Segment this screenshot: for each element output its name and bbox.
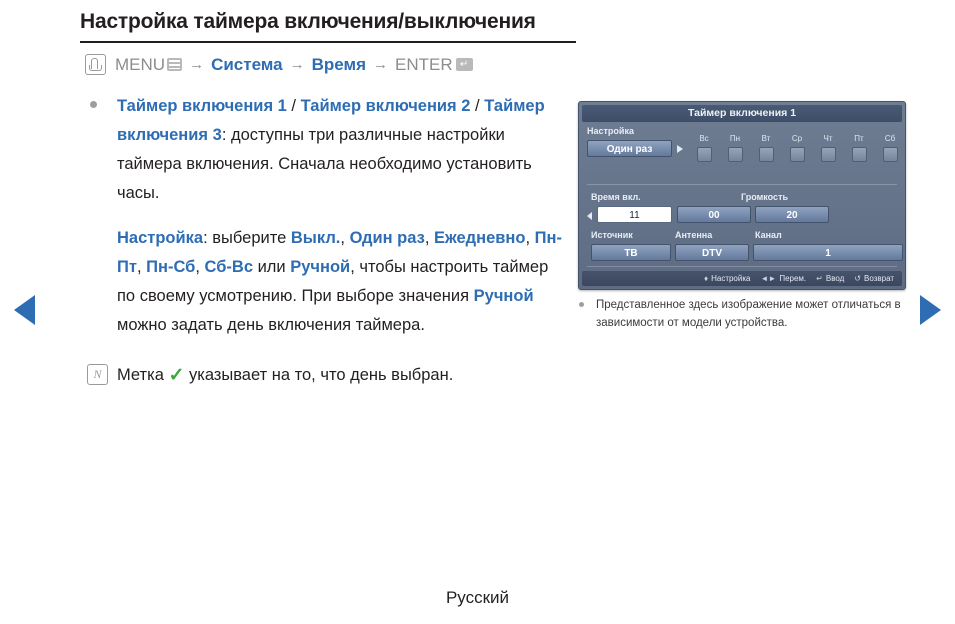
note-icon: N [87, 364, 108, 385]
body-content [85, 92, 565, 388]
day-checkbox[interactable] [883, 147, 898, 162]
option-once: Один раз [349, 229, 425, 247]
setup-text-1: : выберите [203, 229, 291, 247]
breadcrumb-arrow-3: → [373, 56, 388, 73]
day-checkbox[interactable] [728, 147, 743, 162]
check-icon: ✓ [168, 365, 185, 386]
day-checkbox[interactable] [697, 147, 712, 162]
day-checkbox[interactable] [759, 147, 774, 162]
breadcrumb [85, 54, 473, 75]
osd-title: Таймер включения 1 [582, 105, 902, 122]
osd-antenna-value[interactable]: DTV [675, 244, 749, 261]
breadcrumb-item-system[interactable]: Система [211, 54, 283, 74]
osd-panel [578, 101, 906, 290]
option-daily: Ежедневно [434, 229, 526, 247]
option-off: Выкл. [290, 229, 341, 247]
setup-text-2: , [340, 229, 350, 247]
diamond-icon: ♦ [704, 274, 709, 283]
day-item[interactable] [880, 134, 900, 162]
osd-antenna-label: Антенна [675, 230, 713, 240]
timer-description: : доступны три различные настройки таймера включения. Сначала необходимо установить часы. [117, 126, 532, 202]
setup-text-5: , [136, 258, 147, 276]
osd-hint-return [854, 274, 894, 283]
osd-hint-setup [704, 274, 750, 283]
day-item[interactable] [725, 134, 745, 162]
breadcrumb-enter-label: ENTER [395, 54, 453, 74]
setup-text-4: , [525, 229, 535, 247]
osd-caption-text: Представленное здесь изображение может отличаться в зависимости от модели устройства. [596, 299, 901, 329]
timer-1-label: Таймер включения 1 [117, 97, 287, 115]
menu-icon [167, 58, 182, 71]
osd-hint-move [760, 274, 806, 283]
chevron-right-icon [677, 145, 683, 153]
breadcrumb-menu-label: MENU [115, 54, 166, 74]
note-row [85, 362, 565, 388]
return-icon: ↺ [854, 274, 861, 283]
osd-hint-label: Возврат [864, 274, 894, 283]
option-mon-sat: Пн-Сб [146, 258, 196, 276]
breadcrumb-item-time[interactable]: Время [311, 54, 366, 74]
day-item[interactable] [818, 134, 838, 162]
setup-text-9: можно задать день включения таймера. [117, 316, 425, 334]
note-text-b: указывает на то, что день выбран. [188, 366, 454, 384]
osd-time-minutes[interactable]: 00 [677, 206, 751, 223]
sep-1: / [286, 97, 301, 115]
osd-hint-label: Перем. [779, 274, 807, 283]
timer-2-label: Таймер включения 2 [300, 97, 471, 115]
day-label: Чт [823, 134, 833, 143]
osd-caption [578, 296, 908, 332]
sep-2: / [470, 97, 485, 115]
day-label: Ср [791, 134, 803, 143]
spin-left-icon[interactable] [587, 212, 592, 220]
osd-footer-hints [582, 271, 902, 286]
breadcrumb-arrow-2: → [289, 56, 305, 73]
osd-hint-label: Ввод [825, 274, 845, 283]
prev-page-button[interactable] [14, 295, 35, 325]
hand-pointer-icon [85, 54, 106, 75]
setup-text-8: , чтобы настроить таймер по своему усмотрению. При выборе значения [117, 258, 549, 305]
note-text-a: Метка [117, 366, 164, 384]
breadcrumb-arrow-1: → [189, 56, 205, 73]
osd-hint-enter [816, 274, 844, 283]
day-label: Сб [884, 134, 896, 143]
osd-source-label: Источник [591, 230, 633, 240]
setup-text-3: , [424, 229, 434, 247]
setup-term: Настройка [117, 229, 204, 247]
osd-divider-1 [587, 184, 897, 185]
paragraph-timers [117, 92, 565, 208]
day-item[interactable] [756, 134, 776, 162]
osd-volume-value[interactable]: 20 [755, 206, 829, 223]
bullet-paragraph-1 [85, 92, 565, 208]
day-checkbox[interactable] [821, 147, 836, 162]
option-sat-sun: Сб-Вс [204, 258, 253, 276]
day-checkbox[interactable] [852, 147, 867, 162]
osd-volume-label: Громкость [741, 192, 789, 202]
osd-setup-label: Настройка [587, 126, 634, 136]
osd-time-hours[interactable]: 11 [597, 206, 672, 223]
osd-inner [584, 126, 900, 274]
day-item[interactable] [787, 134, 807, 162]
day-checkbox[interactable] [790, 147, 805, 162]
osd-setup-value[interactable]: Один раз [587, 140, 672, 157]
left-right-arrows-icon: ◄► [760, 274, 777, 283]
bullet-icon [90, 101, 97, 108]
paragraph-setup [85, 224, 565, 340]
next-page-button[interactable] [920, 295, 941, 325]
osd-hint-label: Настройка [711, 274, 751, 283]
timer-3-label: Таймер включения 3 [117, 97, 545, 144]
enter-key-icon: ↵ [456, 58, 473, 71]
osd-divider-2 [587, 266, 897, 267]
page-title: Настройка таймера включения/выключения [80, 10, 536, 33]
title-divider [80, 41, 576, 43]
setup-text-6: , [195, 258, 205, 276]
day-item[interactable] [694, 134, 714, 162]
day-label: Пн [729, 134, 741, 143]
setup-text-7: или [253, 258, 291, 276]
osd-time-label: Время вкл. [591, 192, 641, 202]
enter-icon: ↵ [816, 274, 823, 283]
day-item[interactable] [849, 134, 869, 162]
option-manual: Ручной [290, 258, 351, 276]
day-label: Пт [854, 134, 864, 143]
bullet-icon [579, 302, 584, 307]
osd-source-value[interactable]: ТВ [591, 244, 671, 261]
day-label: Вс [699, 134, 709, 143]
osd-day-row [694, 134, 900, 162]
osd-channel-label: Канал [755, 230, 782, 240]
option-mon-fri: Пн-Пт [117, 229, 562, 276]
option-manual-2: Ручной [473, 287, 534, 305]
day-label: Вт [761, 134, 771, 143]
osd-channel-value[interactable]: 1 [753, 244, 903, 261]
page-footer: Русский [445, 588, 510, 607]
